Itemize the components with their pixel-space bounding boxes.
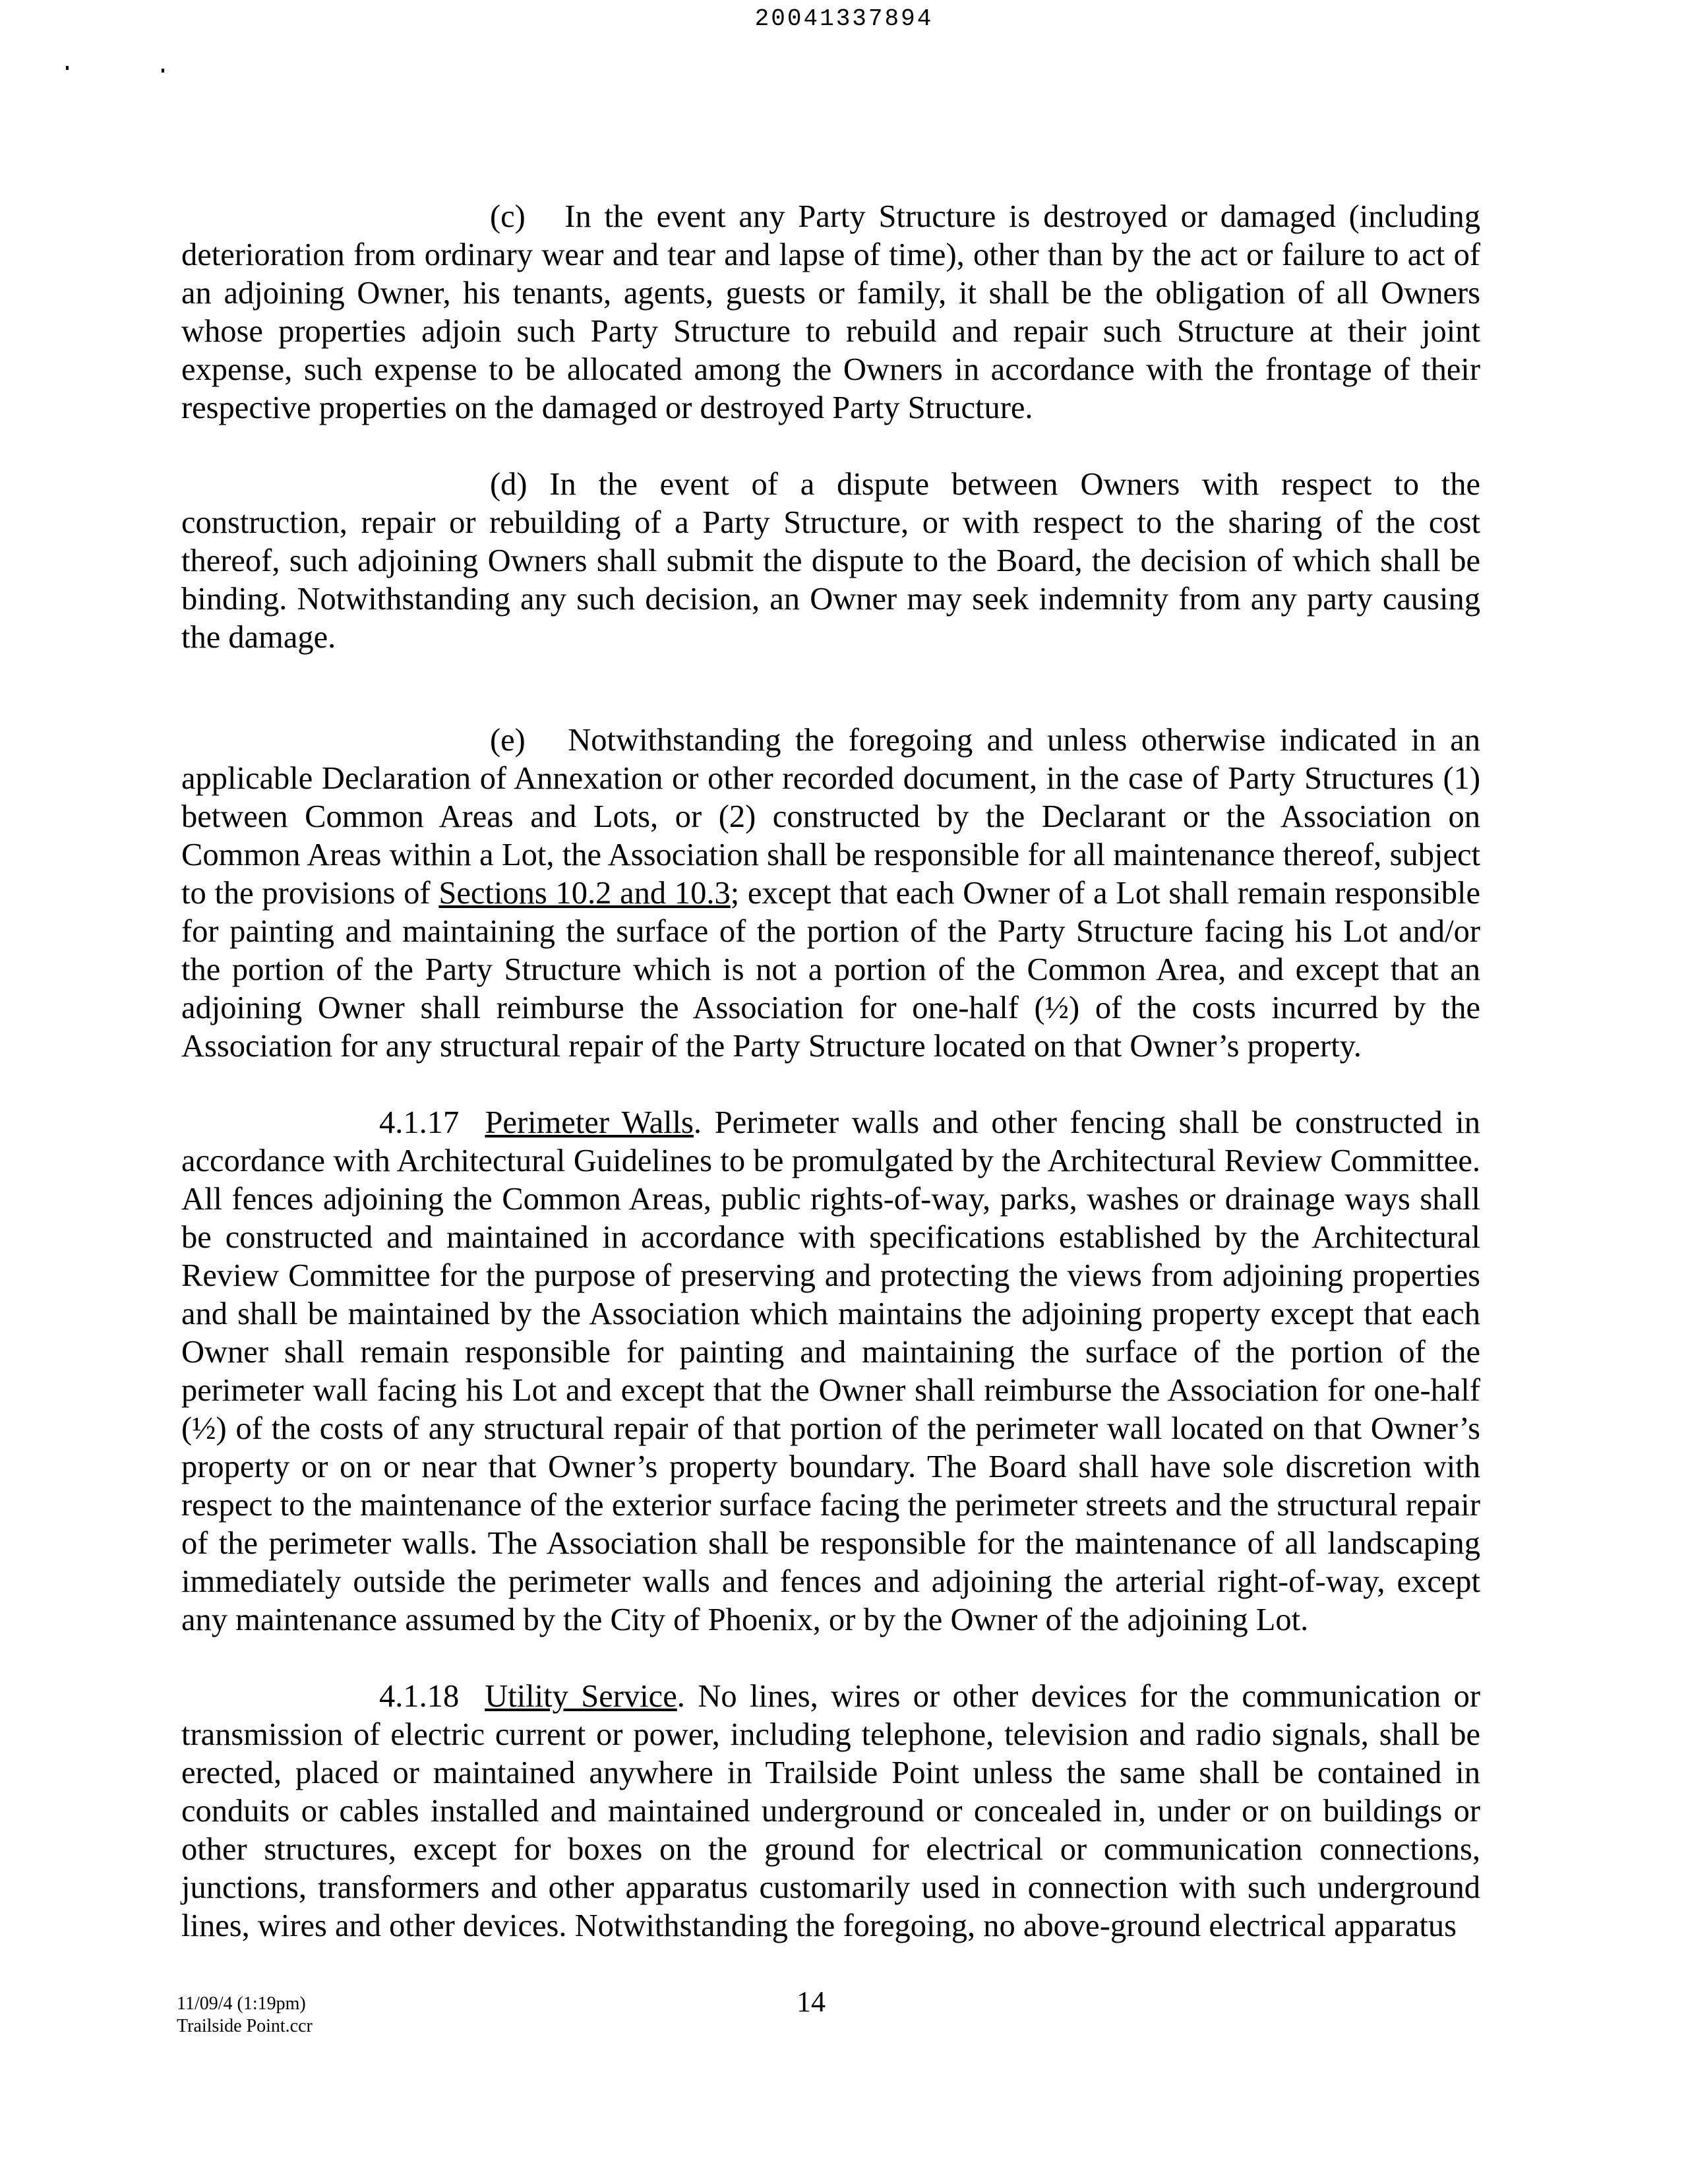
scan-speck [66,66,69,70]
section-text: . Perimeter walls and other fencing shall be constructed in accordance with Architectural Guidelines to be promulgated by the Architectural Review Committee. All fences adjoining the Common Areas, public rights-of-way, parks, washes or drainage ways shall be constructed and maintained in accordance with specifications established by the Architectural Review Committee for the purpose of preserving and protecting the views from adjoining properties and shall be maintained by the Association which maintains the adjoining property except that each Owner shall remain responsible for painting and maintaining the surface of the portion of the perimeter wall facing his Lot and except that the Owner shall reimburse the Association for one-half (½) of the costs of any structural repair of that portion of the perimeter wall located on that Owner’s property or on or near that Owner’s property boundary. The Board shall have sole discretion with respect to the maintenance of the exterior surface facing the perimeter streets and the structural repair of the perimeter walls. The Association shall be responsible for the maintenance of all landscaping immediately outside the perimeter walls and fences and adjoining the arterial right-of-way, except any maintenance assumed by the City of Phoenix, or by the Owner of the adjoining Lot. [181,1105,1481,1637]
section-number: 4.1.17 [379,1105,460,1140]
footer-filename: Trailside Point.ccr [177,2016,313,2036]
section-heading: Utility Service [485,1679,677,1714]
paragraph-d-label: (d) [490,467,528,502]
paragraph-c-text: In the event any Party Structure is destroyed or damaged (including deterioration from ordinary wear and tear and lapse of time), other than by the act or failure to act of an adjoining Owner, his tenants, agents, guests or family, it shall be the obligation of all Owners whose properties adjoin such Party Structure to rebuild and repair such Structure at their joint expense, such expense to be allocated among the Owners in accordance with the frontage of their respective properties on the damaged or destroyed Party Structure. [181,199,1481,425]
scan-speck [162,69,164,73]
section-text: . No lines, wires or other devices for the communication or transmission of electric current or power, including telephone, television and radio signals, shall be erected, placed or maintained anywhere in Trailside Point unless the same shall be contained in conduits or cables installed and maintained underground or concealed in, under or on buildings or other structures, except for boxes on the ground for electrical or communication connections, junctions, transformers and other apparatus customarily used in connection with such underground lines, wires and other devices. Notwithstanding the foregoing, no above-ground electrical apparatus [181,1679,1480,1943]
section-heading: Perimeter Walls [485,1105,694,1140]
paragraph-e-text-after: ; except that each Owner of a Lot shall remain responsible for painting and maintaining the surface of the portion of the Party Structure facing his Lot and/or the portion of the Party Structure which is not a portion of the Common Area, and except that an adjoining Owner shall reimburse the Association for one-half (½) of the costs incurred by the Association for any structural repair of the Party Structure located on that Owner’s property. [181,876,1480,1064]
section-utility-service [181,1678,1480,1945]
paragraph-e-label: (e) [490,723,526,758]
paragraph-c [181,198,1480,427]
page-number: 14 [797,1986,826,2018]
paragraph-e-text-before: Notwithstanding the foregoing and unless otherwise indicated in an applicable Declaration of Annexation or other recorded document, in the case of Party Structures (1) between Common Areas and Lots, or (2) constructed by the Declarant or the Association on Common Areas within a Lot, the Association shall be responsible for all maintenance thereof, subject to the provisions of [181,723,1481,911]
document-body [181,198,1480,1945]
footer-date: 11/09/4 (1:19pm) [177,1993,306,2014]
section-number: 4.1.18 [379,1679,460,1714]
sections-reference: Sections 10.2 and 10.3 [438,876,731,911]
paragraph-c-label: (c) [490,199,526,234]
document-number: 20041337894 [754,5,934,32]
paragraph-d [181,466,1480,657]
footer-info [177,1993,313,2038]
section-perimeter-walls [181,1104,1480,1639]
paragraph-d-text: In the event of a dispute between Owners with respect to the construction, repair or rebuilding of a Party Structure, or with respect to the sharing of the cost thereof, such adjoining Owners shall submit the dispute to the Board, the decision of which shall be binding. Notwithstanding any such decision, an Owner may seek indemnity from any party causing the damage. [181,467,1481,655]
paragraph-e [181,721,1480,1066]
